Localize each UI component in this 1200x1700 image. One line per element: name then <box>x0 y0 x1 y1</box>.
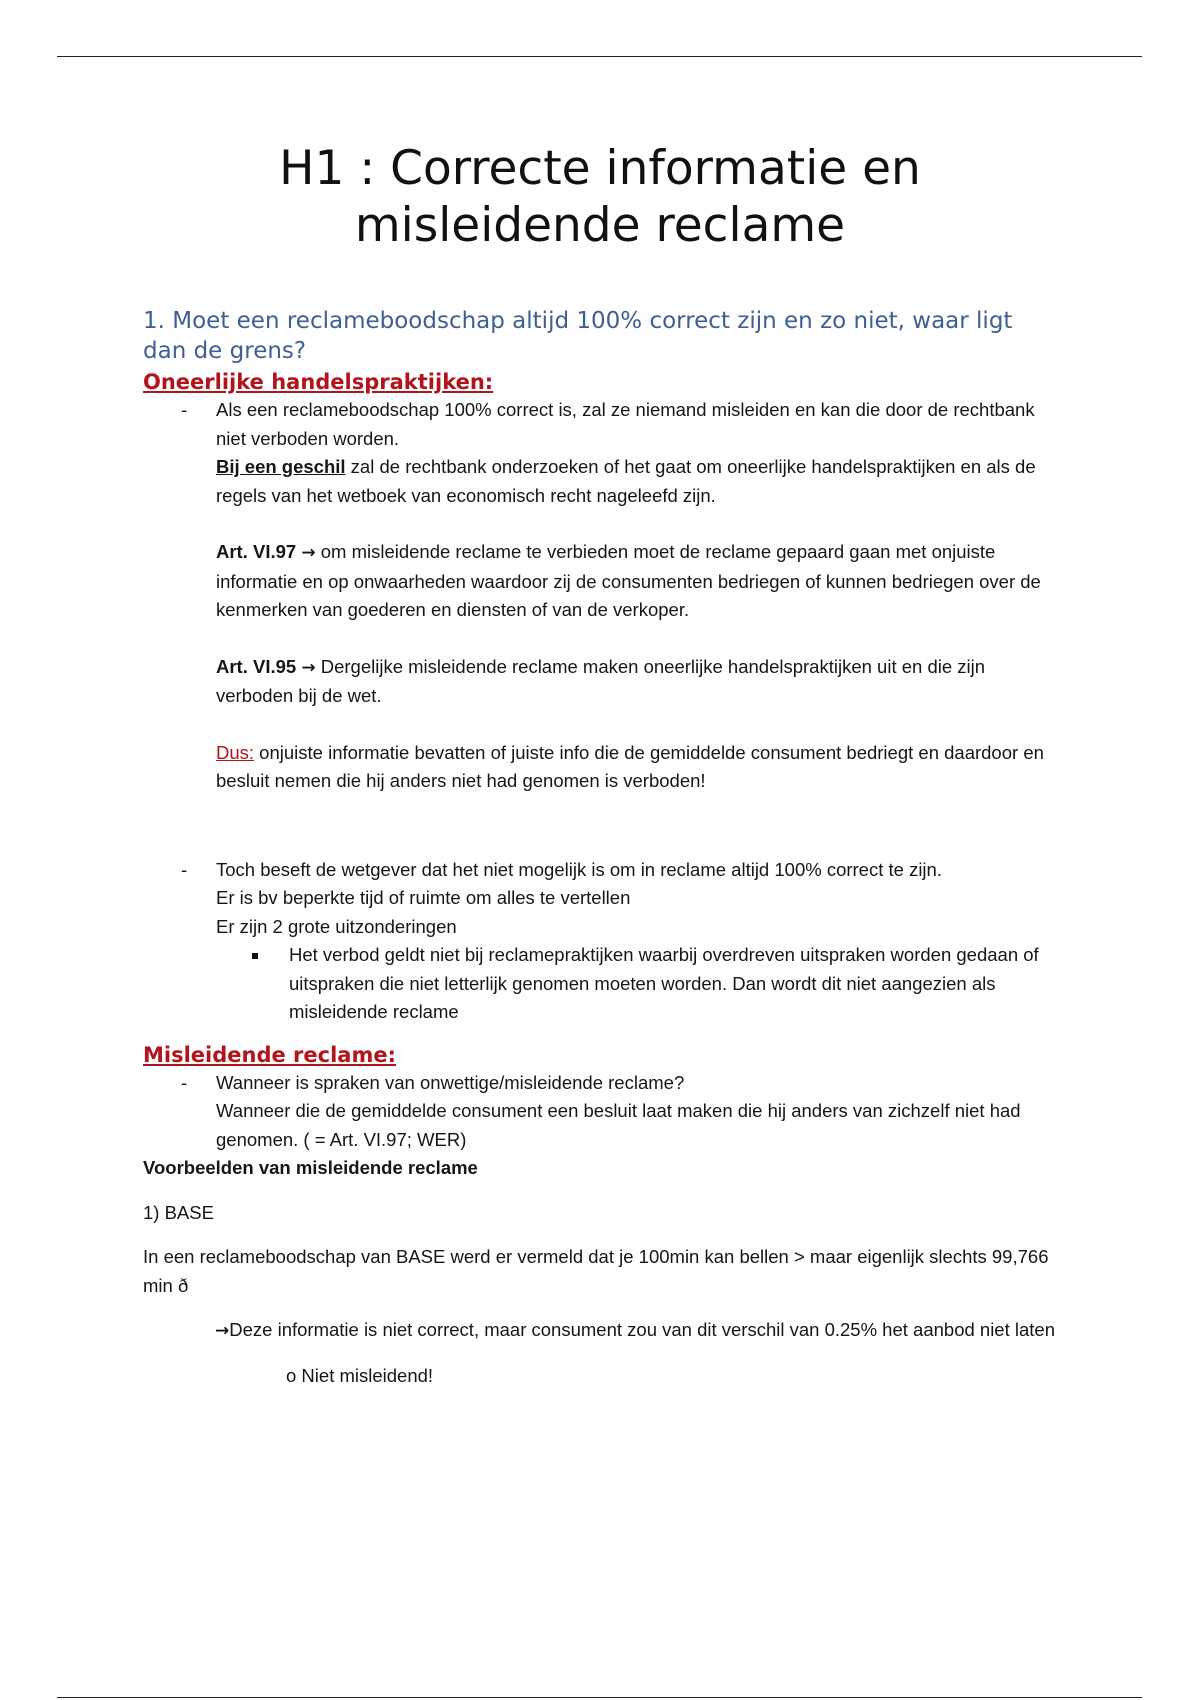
examples-heading: Voorbeelden van misleidende reclame <box>143 1157 478 1178</box>
dash-marker: - <box>181 1071 188 1093</box>
example-text: In een reclameboodschap van BASE werd er vermeld dat je 100min kan bellen > maar eigenlijk slechts 99,766 min ð <box>143 1246 1049 1296</box>
paragraph <box>216 739 1063 796</box>
paragraph: Wanneer die de gemiddelde consument een besluit laat maken die hij anders van zichzelf niet had genomen. ( = Art. VI.97; WER) <box>216 1100 1021 1150</box>
paragraph <box>216 538 1063 625</box>
dus-label: Dus: <box>216 741 255 763</box>
paragraph <box>216 453 1063 510</box>
arrow-icon: → <box>215 1321 230 1341</box>
section-oneerlijke-body <box>143 396 1063 1027</box>
paragraph: Er zijn 2 grote uitzonderingen <box>216 915 457 937</box>
paragraph: Wanneer is spraken van onwettige/misleidende reclame? <box>216 1071 685 1093</box>
example-arrow-paragraph <box>143 1316 1063 1346</box>
dus-text: onjuiste informatie bevatten of juiste info die de gemiddelde consument bedriegt en daardoor en besluit nemen die hij anders niet had genomen is verboden! <box>216 741 1044 791</box>
section-heading-misleidende: Misleidende reclame: <box>143 1042 396 1067</box>
arrow-icon: → <box>301 543 316 563</box>
document-title <box>0 140 1200 254</box>
art97-label: Art. VI.97 <box>216 541 297 562</box>
list-item <box>143 396 1063 796</box>
title-line-1: H1 : Correcte informatie en <box>279 141 921 196</box>
square-bullet-icon <box>252 953 258 959</box>
section-misleidende-body <box>143 1069 1063 1155</box>
question-heading: 1. Moet een reclameboodschap altijd 100% correct zijn en zo niet, waar ligt dan de grens? <box>143 308 1013 364</box>
geschil-text: zal de rechtbank onderzoeken of het gaat om oneerlijke handelspraktijken en als de regels van het wetboek van economisch recht nageleefd zijn. <box>216 456 1036 506</box>
paragraph <box>216 653 1063 711</box>
list-item <box>143 1069 1063 1155</box>
example-arrow-text: Deze informatie is niet correct, maar consument zou van dit verschil van 0.25% het aanbod niet laten <box>229 1319 1055 1340</box>
dash-marker: - <box>181 858 188 880</box>
top-rule <box>57 56 1142 57</box>
bottom-rule <box>57 1697 1142 1698</box>
section-heading-oneerlijke: Oneerlijke handelspraktijken: <box>143 370 494 394</box>
art95-text: Dergelijke misleidende reclame maken oneerlijke handelspraktijken uit en die zijn verboden bij de wet. <box>216 655 986 706</box>
paragraph: Het verbod geldt niet bij reclamepraktijken waarbij overdreven uitspraken worden gedaan of uitspraken die niet letterlijk genomen moeten worden. Dan wordt dit niet aangezien als misleidende reclame <box>289 944 1039 1022</box>
art97-text: om misleidende reclame te verbieden moet de reclame gepaard gaan met onjuiste informatie en op onwaarheden waardoor zij de consumenten bedriegen of kunnen bedriegen over de kenmerken van goederen en diensten of van de verkoper. <box>216 541 1041 620</box>
paragraph: Toch beseft de wetgever dat het niet mogelijk is om in reclame altijd 100% correct te zijn. <box>216 858 942 880</box>
example-label: 1) BASE <box>143 1201 214 1223</box>
example-conclusion: o Niet misleidend! <box>286 1364 434 1386</box>
examples-section <box>143 1154 1063 1390</box>
arrow-icon: → <box>301 657 316 678</box>
geschil-label: Bij een geschil <box>216 456 346 477</box>
sub-list-item <box>216 941 1063 1027</box>
document-body <box>143 306 1063 1390</box>
dash-marker: - <box>181 399 188 420</box>
list-item <box>143 856 1063 1027</box>
paragraph: Als een reclameboodschap 100% correct is, zal ze niemand misleiden en kan die door de rechtbank niet verboden worden. <box>216 399 1035 449</box>
art95-label: Art. VI.95 <box>216 655 297 677</box>
title-line-2: misleidende reclame <box>354 198 846 253</box>
paragraph: Er is bv beperkte tijd of ruimte om alles te vertellen <box>216 887 631 908</box>
